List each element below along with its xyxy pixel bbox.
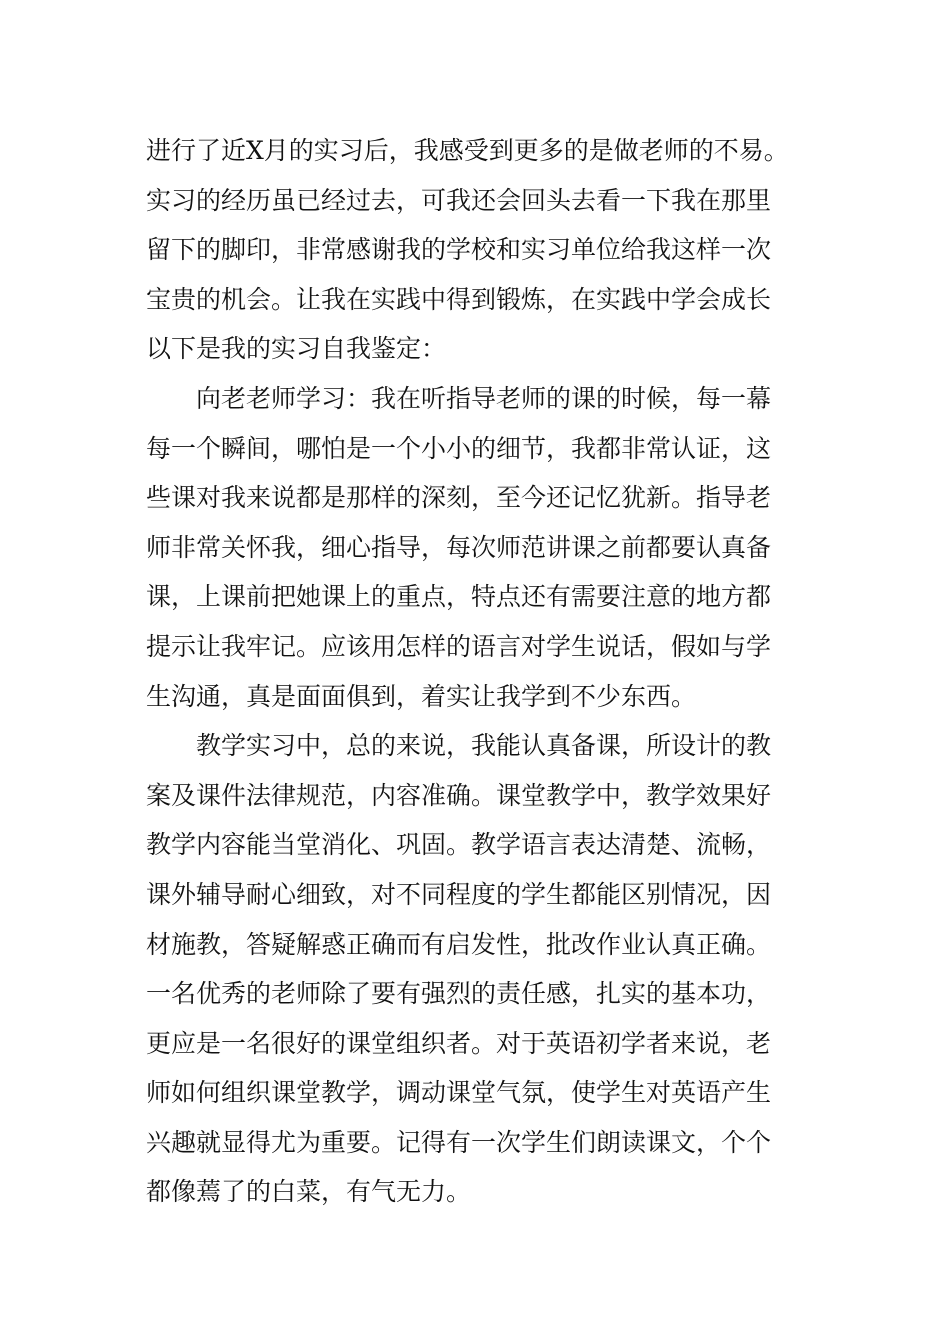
document-body	[146, 126, 816, 1217]
text-line: 更应是一名很好的课堂组织者。对于英语初学者来说，老	[146, 1028, 772, 1058]
text-line: 实习的经历虽已经过去，可我还会回头去看一下我在那里	[146, 185, 772, 215]
paragraph-3	[146, 721, 816, 1217]
text-line: 课外辅导耐心细致，对不同程度的学生都能区别情况，因	[146, 879, 772, 909]
paragraph-2	[146, 374, 816, 721]
text-line: 进行了近X月的实习后，我感受到更多的是做老师的不易。	[146, 136, 789, 165]
text-line: 留下的脚印，非常感谢我的学校和实习单位给我这样一次	[146, 235, 772, 265]
text-line: 师如何组织课堂教学，调动课堂气氛，使学生对英语产生	[146, 1078, 772, 1108]
text-line: 材施教，答疑解惑正确而有启发性，批改作业认真正确。	[146, 929, 772, 959]
text-line: 兴趣就显得尤为重要。记得有一次学生们朗读课文，个个	[146, 1127, 772, 1157]
text-line: 宝贵的机会。让我在实践中得到锻炼，在实践中学会成长	[146, 284, 772, 314]
text-line: 每一个瞬间，哪怕是一个小小的细节，我都非常认证，这	[146, 433, 772, 463]
text-line: 教学内容能当堂消化、巩固。教学语言表达清楚、流畅，	[146, 830, 772, 860]
text-line: 一名优秀的老师除了要有强烈的责任感，扎实的基本功，	[146, 979, 772, 1009]
text-line: 提示让我牢记。应该用怎样的语言对学生说话，假如与学	[146, 631, 772, 661]
paragraph-1	[146, 126, 816, 374]
text-line: 些课对我来说都是那样的深刻，至今还记忆犹新。指导老	[146, 483, 772, 513]
text-line: 课，上课前把她课上的重点，特点还有需要注意的地方都	[146, 582, 772, 612]
text-line: 教学实习中，总的来说，我能认真备课，所设计的教	[196, 731, 772, 761]
text-line: 师非常关怀我，细心指导，每次师范讲课之前都要认真备	[146, 532, 772, 562]
text-line: 生沟通，真是面面俱到，着实让我学到不少东西。	[146, 681, 697, 711]
text-line: 案及课件法律规范，内容准确。课堂教学中，教学效果好	[146, 780, 772, 810]
text-line: 以下是我的实习自我鉴定：	[146, 334, 447, 364]
text-line: 都像蔫了的白菜，有气无力。	[146, 1177, 472, 1207]
text-line: 向老老师学习：我在听指导老师的课的时候，每一幕	[196, 383, 772, 413]
